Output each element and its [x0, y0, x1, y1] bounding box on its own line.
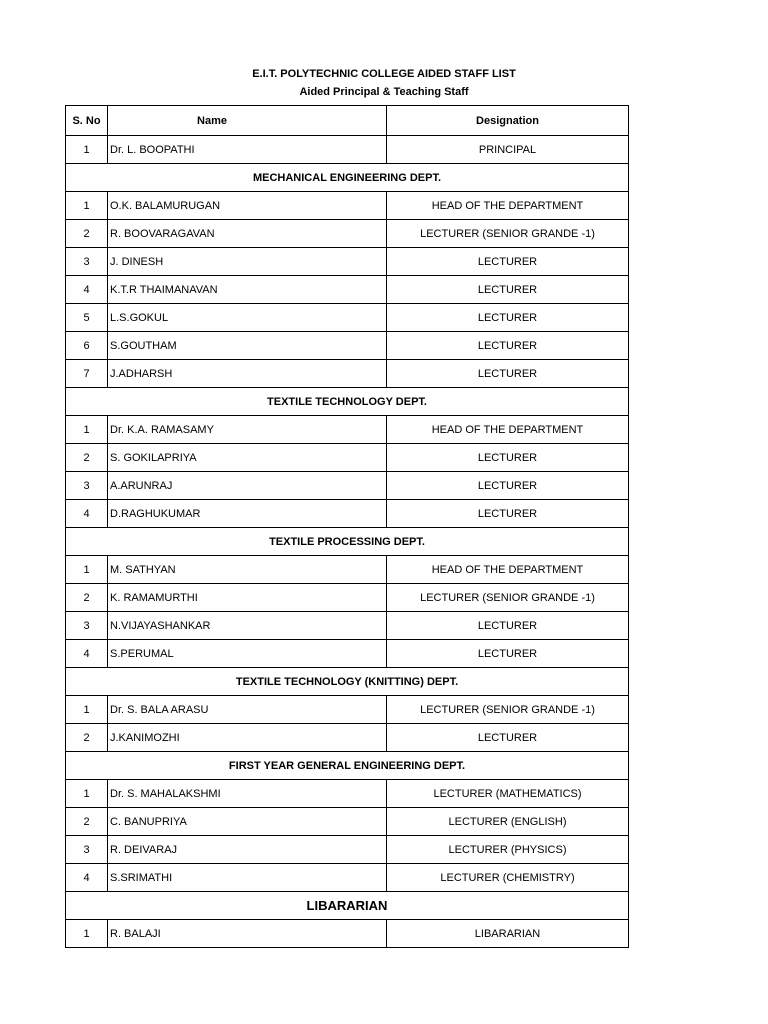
table-row [66, 220, 629, 248]
row-designation: LECTURER [387, 444, 629, 472]
row-sno: 4 [66, 640, 108, 668]
row-name: J.ADHARSH [108, 360, 387, 388]
department-label: TEXTILE TECHNOLOGY (KNITTING) DEPT. [66, 668, 629, 696]
row-name: O.K. BALAMURUGAN [108, 192, 387, 220]
table-row [66, 780, 629, 808]
row-sno: 3 [66, 248, 108, 276]
department-header-row [66, 892, 629, 920]
row-designation: LECTURER (CHEMISTRY) [387, 864, 629, 892]
table-row [66, 500, 629, 528]
row-sno: 1 [66, 556, 108, 584]
row-name: S.SRIMATHI [108, 864, 387, 892]
row-name: D.RAGHUKUMAR [108, 500, 387, 528]
table-row [66, 696, 629, 724]
department-header-row [66, 668, 629, 696]
row-designation: HEAD OF THE DEPARTMENT [387, 416, 629, 444]
row-designation: LECTURER (SENIOR GRANDE -1) [387, 584, 629, 612]
row-sno: 2 [66, 808, 108, 836]
table-row [66, 304, 629, 332]
table-header-row [66, 106, 629, 136]
row-sno: 4 [66, 864, 108, 892]
department-header-row [66, 528, 629, 556]
row-designation: LECTURER (ENGLISH) [387, 808, 629, 836]
department-label: FIRST YEAR GENERAL ENGINEERING DEPT. [66, 752, 629, 780]
row-sno: 6 [66, 332, 108, 360]
row-sno: 1 [66, 136, 108, 164]
department-header-row [66, 164, 629, 192]
staff-table [65, 105, 629, 948]
row-designation: LECTURER [387, 724, 629, 752]
row-sno: 4 [66, 500, 108, 528]
row-designation: LECTURER [387, 248, 629, 276]
row-sno: 4 [66, 276, 108, 304]
table-row [66, 472, 629, 500]
table-row [66, 248, 629, 276]
row-name: S. GOKILAPRIYA [108, 444, 387, 472]
table-row [66, 836, 629, 864]
row-sno: 1 [66, 920, 108, 948]
table-row [66, 640, 629, 668]
row-name: K.T.R THAIMANAVAN [108, 276, 387, 304]
department-label: TEXTILE PROCESSING DEPT. [66, 528, 629, 556]
document-title: E.I.T. POLYTECHNIC COLLEGE AIDED STAFF LIST [252, 68, 516, 80]
row-designation: LIBARARIAN [387, 920, 629, 948]
row-designation: LECTURER (PHYSICS) [387, 836, 629, 864]
row-name: Dr. L. BOOPATHI [108, 136, 387, 164]
table-row [66, 584, 629, 612]
row-name: R. BOOVARAGAVAN [108, 220, 387, 248]
row-designation: LECTURER (SENIOR GRANDE -1) [387, 220, 629, 248]
department-label: TEXTILE TECHNOLOGY DEPT. [66, 388, 629, 416]
table-row [66, 864, 629, 892]
header-name: Name [108, 106, 387, 136]
row-sno: 3 [66, 612, 108, 640]
row-name: S.PERUMAL [108, 640, 387, 668]
table-row [66, 332, 629, 360]
row-name: N.VIJAYASHANKAR [108, 612, 387, 640]
table-row [66, 808, 629, 836]
row-sno: 2 [66, 584, 108, 612]
table-row [66, 444, 629, 472]
table-row [66, 192, 629, 220]
row-name: Dr. S. MAHALAKSHMI [108, 780, 387, 808]
table-row [66, 612, 629, 640]
row-designation: LECTURER [387, 304, 629, 332]
table-row [66, 276, 629, 304]
row-sno: 2 [66, 444, 108, 472]
row-name: K. RAMAMURTHI [108, 584, 387, 612]
row-name: J. DINESH [108, 248, 387, 276]
row-sno: 3 [66, 836, 108, 864]
row-name: S.GOUTHAM [108, 332, 387, 360]
row-sno: 2 [66, 724, 108, 752]
department-label: LIBARARIAN [66, 892, 629, 920]
row-designation: LECTURER [387, 472, 629, 500]
department-label: MECHANICAL ENGINEERING DEPT. [66, 164, 629, 192]
row-name: R. BALAJI [108, 920, 387, 948]
department-header-row [66, 388, 629, 416]
table-row [66, 724, 629, 752]
row-designation: LECTURER [387, 612, 629, 640]
row-name: R. DEIVARAJ [108, 836, 387, 864]
row-designation: LECTURER [387, 332, 629, 360]
department-header-row [66, 752, 629, 780]
row-name: M. SATHYAN [108, 556, 387, 584]
header-sno: S. No [66, 106, 108, 136]
header-designation: Designation [387, 106, 629, 136]
row-name: L.S.GOKUL [108, 304, 387, 332]
row-sno: 1 [66, 192, 108, 220]
table-row [66, 136, 629, 164]
row-sno: 1 [66, 696, 108, 724]
row-designation: LECTURER [387, 360, 629, 388]
row-sno: 7 [66, 360, 108, 388]
row-name: A.ARUNRAJ [108, 472, 387, 500]
row-name: C. BANUPRIYA [108, 808, 387, 836]
row-sno: 3 [66, 472, 108, 500]
row-name: J.KANIMOZHI [108, 724, 387, 752]
row-sno: 1 [66, 416, 108, 444]
row-designation: LECTURER [387, 276, 629, 304]
row-sno: 5 [66, 304, 108, 332]
row-name: Dr. S. BALA ARASU [108, 696, 387, 724]
row-designation: HEAD OF THE DEPARTMENT [387, 192, 629, 220]
row-designation: PRINCIPAL [387, 136, 629, 164]
row-designation: LECTURER (SENIOR GRANDE -1) [387, 696, 629, 724]
row-designation: HEAD OF THE DEPARTMENT [387, 556, 629, 584]
table-row [66, 920, 629, 948]
table-row [66, 416, 629, 444]
row-designation: LECTURER (MATHEMATICS) [387, 780, 629, 808]
row-name: Dr. K.A. RAMASAMY [108, 416, 387, 444]
row-designation: LECTURER [387, 500, 629, 528]
table-row [66, 360, 629, 388]
row-sno: 1 [66, 780, 108, 808]
table-row [66, 556, 629, 584]
row-sno: 2 [66, 220, 108, 248]
row-designation: LECTURER [387, 640, 629, 668]
document-subtitle: Aided Principal & Teaching Staff [299, 86, 469, 98]
